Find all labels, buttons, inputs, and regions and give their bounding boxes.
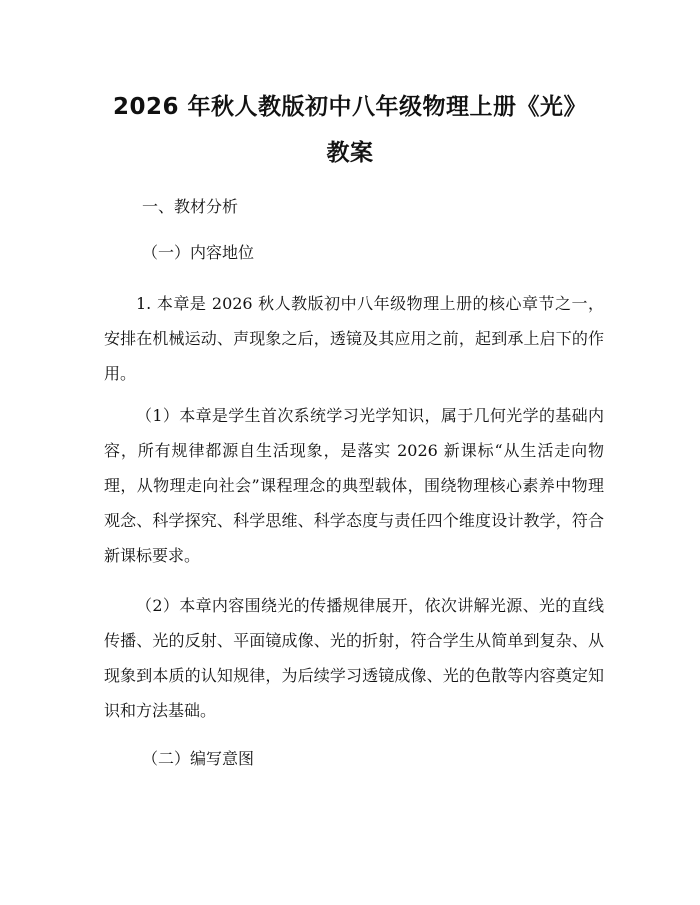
paragraph-chapter-status: 1. 本章是 2026 秋人教版初中八年级物理上册的核心章节之一，安排在机械运动、声现象之后，透镜及其应用之前，起到承上启下的作用。 xyxy=(104,294,604,383)
subsection-heading-writing-intent: （二）编写意图 xyxy=(142,749,255,768)
paragraph-optics-foundation: （1）本章是学生首次系统学习光学知识，属于几何光学的基础内容，所有规律都源自生活现象，是落实 2026 新课标“从生活走向物理，从物理走向社会”课程理念的典型载体，围绕物理核心素养中物理观念、科学探究、科学思维、科学态度与责任四个维度设计教学，符合新课标要求。 xyxy=(104,406,604,565)
document-title-line-1: 2026 年秋人教版初中八年级物理上册《光》 xyxy=(112,94,588,120)
section-heading-textbook-analysis: 一、教材分析 xyxy=(142,197,239,216)
paragraph-content-sequence: （2）本章内容围绕光的传播规律展开，依次讲解光源、光的直线传播、光的反射、平面镜成像、光的折射，符合学生从简单到复杂、从现象到本质的认知规律，为后续学习透镜成像、光的色散等内容奠定知识和方法基础。 xyxy=(104,596,604,720)
document-title-line-2: 教案 xyxy=(326,140,374,166)
subsection-heading-content-position: （一）内容地位 xyxy=(142,243,255,262)
